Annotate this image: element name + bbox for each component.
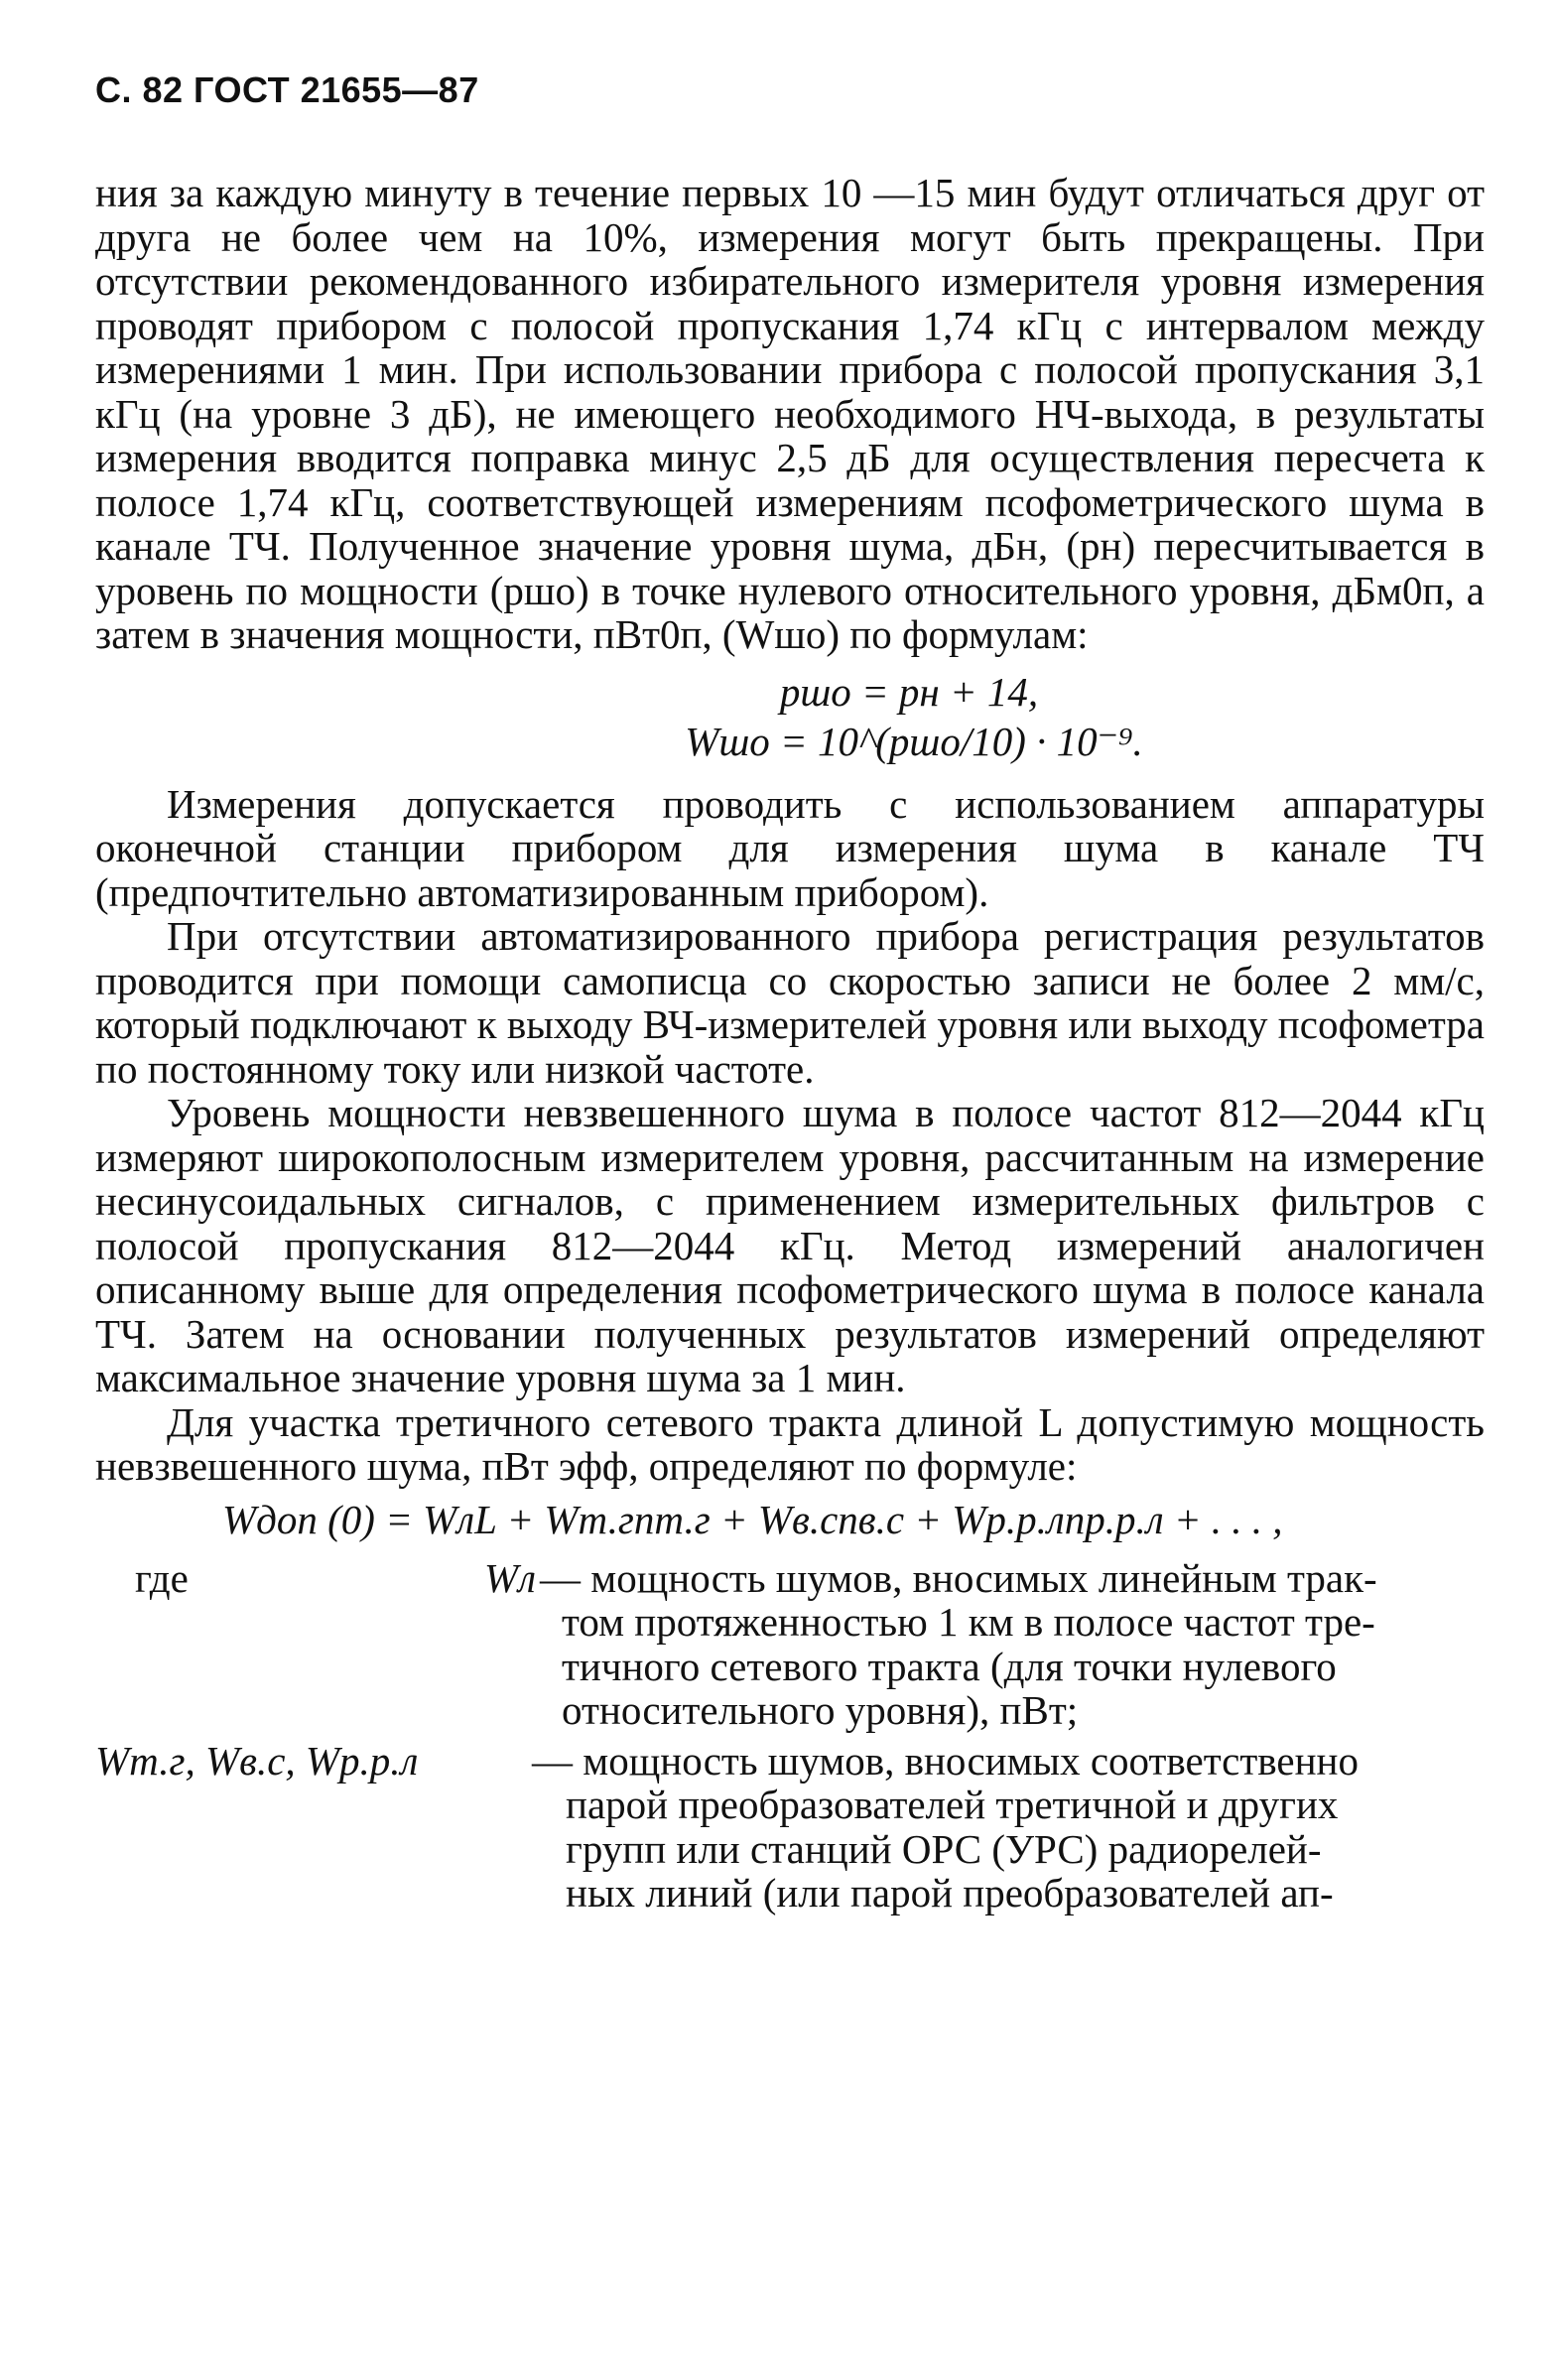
where-desc-converters-line: ных линий (или парой преобразователей ап- bbox=[566, 1870, 1334, 1916]
where-item-converters bbox=[95, 1739, 1485, 1916]
formula-w-sho bbox=[95, 717, 1485, 766]
formula-p-sho bbox=[95, 667, 1485, 717]
formula-w-dop: Wдоп (0) = WлL + Wт.гnт.г + Wв.сnв.с + Wр.р.лnр.р.л + . . . , bbox=[222, 1496, 1283, 1542]
document-page bbox=[95, 69, 1485, 1916]
where-symbol-wl: Wл bbox=[483, 1554, 536, 1601]
where-desc-converters-line: парой преобразователей третичной и других bbox=[566, 1782, 1339, 1827]
paragraph-tertiary-section: Для участка третичного сетевого тракта длиной L допустимую мощность невзвешенного шума, пВт эфф, определяют по формуле: bbox=[95, 1398, 1485, 1489]
where-desc-wl-line: том протяженностью 1 км в полосе частот тре- bbox=[562, 1599, 1375, 1645]
where-symbols-converters: Wт.г, Wв.с, Wр.р.л bbox=[95, 1737, 419, 1784]
where-desc-wl-line: относительного уровня), пВт; bbox=[562, 1687, 1079, 1733]
running-head: С. 82 ГОСТ 21655—87 bbox=[95, 69, 479, 110]
formula-p-sho-text: pшо = pн + 14, bbox=[779, 668, 1039, 715]
paragraph-continuation: ния за каждую минуту в течение первых 10 —15 мин будут отличаться друг от друга не более чем на 10%, измерения могут быть прекращены. При отсутствии рекомендованного избирательного измерителя уровня измерения проводят прибором с полосой пропускания 1,74 кГц с интервалом между измерениями 1 мин. При использовании прибора с полосой пропускания 3,1 кГц (на уровне 3 дБ), не имеющего необходимого НЧ-выхода, в результаты измерения вводится поправка минус 2,5 дБ для осуществления пересчета к полосе 1,74 кГц, соответствующей измерениям псофометрического шума в канале ТЧ. Полученное значение уровня шума, дБн, (pн) пересчитывается в уровень по мощности (pшо) в точке нулевого относительного уровня, дБм0п, а затем в значения мощности, пВт0п, (Wшо) по формулам: bbox=[95, 170, 1485, 657]
where-desc-converters-line: групп или станций ОРС (УРС) радиорелей- bbox=[566, 1825, 1322, 1872]
paragraph-measurement-equipment: Измерения допускается проводить с использованием аппаратуры оконечной станции прибором для измерения шума в канале ТЧ (предпочтительно автоматизированным прибором). bbox=[95, 780, 1485, 915]
formula-block bbox=[95, 667, 1485, 766]
where-desc-wl bbox=[540, 1556, 1485, 1733]
paragraph-unweighted-noise: Уровень мощности невзвешенного шума в полосе частот 812—2044 кГц измеряют широкополосным измерителем уровня, рассчитанным на измерение несинусоидальных сигналов, с применением измерительных фильтров с полосой пропускания 812—2044 кГц. Метод измерений аналогичен описанному выше для определения псофометрического шума в полосе канала ТЧ. Затем на основании полученных результатов измерений определяют максимальное значение уровня шума за 1 мин. bbox=[95, 1090, 1485, 1400]
formula-w-sho-text: Wшо = 10^(pшо/10) · 10⁻⁹. bbox=[685, 718, 1143, 764]
where-desc-wl-line: тичного сетевого тракта (для точки нулевого bbox=[562, 1643, 1337, 1689]
where-label: где bbox=[135, 1554, 189, 1601]
paragraph-recorder: При отсутствии автоматизированного прибора регистрация результатов проводится при помощи самописца со скоростью записи не более 2 мм/с, который подключают к выходу ВЧ-измерителей уровня или выходу псофометра по постоянному току или низкой частоте. bbox=[95, 913, 1485, 1092]
where-desc-converters-line: — мощность шумов, вносимых соответственно bbox=[532, 1737, 1359, 1784]
where-desc-converters bbox=[532, 1739, 1485, 1916]
where-desc-wl-line: — мощность шумов, вносимых линейным трак- bbox=[540, 1554, 1377, 1601]
where-item-wl bbox=[95, 1556, 1485, 1733]
